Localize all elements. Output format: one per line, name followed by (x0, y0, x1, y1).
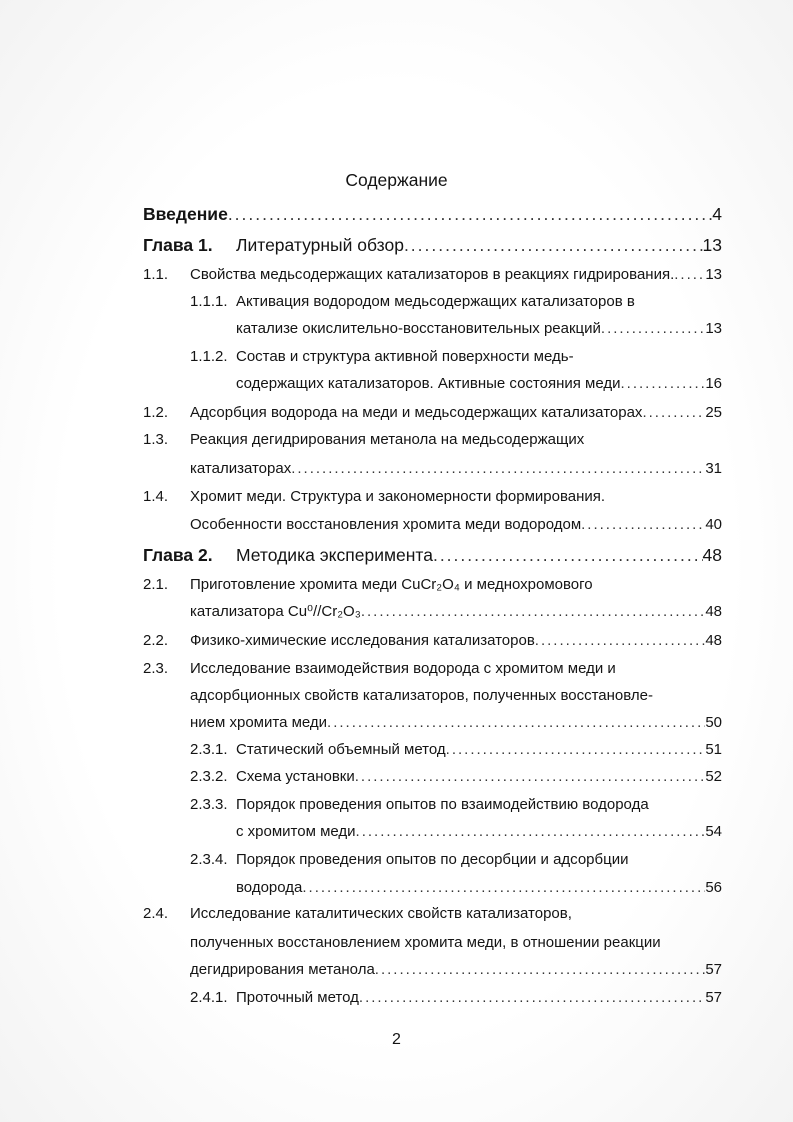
toc-line (190, 739, 722, 761)
entry-number: 2.2. (143, 632, 169, 649)
entry-page[interactable]: 4 (712, 204, 722, 224)
entry-number: 2.1. (143, 576, 169, 593)
dot-leader (621, 373, 706, 395)
toc-line (190, 601, 722, 623)
dot-leader (356, 821, 706, 843)
dot-leader (361, 601, 705, 623)
entry-title[interactable]: дегидрирования метанола (190, 961, 375, 978)
toc-line (236, 821, 722, 843)
entry-page[interactable]: 31 (705, 460, 722, 477)
entry-number: 2.3.4. (190, 851, 228, 868)
entry-title[interactable]: Методика эксперимента (236, 545, 433, 565)
dot-leader (674, 264, 705, 286)
page-number: 2 (392, 1031, 401, 1048)
dot-leader (581, 514, 705, 536)
entry-number: 1.1.1. (190, 293, 228, 310)
toc-line (143, 630, 722, 652)
toc-line (143, 574, 722, 596)
entry-title[interactable]: Реакция дегидрирования метанола на медьсодержащих (190, 431, 585, 448)
entry-title[interactable]: водорода (236, 879, 303, 896)
entry-page[interactable]: 25 (705, 404, 722, 421)
dot-leader (327, 712, 705, 734)
entry-title[interactable]: Статический объемный метод (236, 741, 446, 758)
entry-page[interactable]: 13 (705, 266, 722, 283)
toc-line (143, 234, 722, 256)
entry-page[interactable]: 16 (705, 375, 722, 392)
entry-title[interactable]: Свойства медьсодержащих катализаторов в реакциях гидрирования. (190, 266, 675, 283)
toc-line (143, 264, 722, 286)
toc-line (190, 346, 722, 368)
entry-title[interactable]: Литературный обзор (236, 235, 404, 255)
entry-title[interactable]: Активация водородом медьсодержащих катализаторов в (236, 293, 635, 310)
entry-page[interactable]: 40 (705, 516, 722, 533)
entry-number: 1.2. (143, 404, 169, 421)
entry-title[interactable]: Порядок проведения опытов по взаимодействию водорода (236, 796, 649, 813)
entry-number: 2.3.1. (190, 741, 228, 758)
entry-title[interactable]: нием хромита меди (190, 714, 328, 731)
toc-title: Содержание (345, 170, 448, 190)
entry-title[interactable]: полученных восстановлением хромита меди, в отношении реакции (190, 934, 661, 951)
entry-number: 2.3.2. (190, 768, 228, 785)
entry-number: 2.4.1. (190, 989, 228, 1006)
entry-title[interactable]: Приготовление хромита меди CuCr₂O₄ и меднохромового (190, 576, 593, 593)
dot-leader (359, 987, 705, 1009)
entry-page[interactable]: 54 (705, 823, 722, 840)
entry-number: 2.3. (143, 660, 169, 677)
entry-title[interactable]: Введение (143, 204, 228, 224)
toc-line (190, 849, 722, 871)
entry-page[interactable]: 50 (705, 714, 722, 731)
entry-title[interactable]: Проточный метод (236, 989, 359, 1006)
entry-title[interactable]: Исследование взаимодействия водорода с хромитом меди и (190, 660, 616, 677)
toc-line (190, 712, 722, 734)
entry-page[interactable]: 57 (705, 989, 722, 1006)
entry-title[interactable]: Исследование каталитических свойств катализаторов, (190, 905, 572, 922)
dot-leader (228, 203, 712, 225)
toc-line (190, 514, 722, 536)
entry-number: Глава 2. (143, 545, 213, 565)
dot-leader (375, 959, 706, 981)
toc-line (190, 685, 722, 707)
toc-line (190, 458, 722, 480)
entry-page[interactable]: 13 (705, 320, 722, 337)
entry-page[interactable]: 51 (705, 741, 722, 758)
entry-title[interactable]: Физико-химические исследования катализаторов (190, 632, 535, 649)
toc-line (143, 658, 722, 680)
entry-title[interactable]: Схема установки (236, 768, 355, 785)
toc-line (190, 766, 722, 788)
toc-line (236, 318, 722, 340)
entry-page[interactable]: 56 (705, 879, 722, 896)
toc-line (143, 203, 722, 225)
toc-line (190, 291, 722, 313)
dot-leader (642, 402, 705, 424)
toc-line (143, 486, 722, 508)
entry-title[interactable]: содержащих катализаторов. Активные состояния меди (236, 375, 621, 392)
entry-title[interactable]: катализатора Cu⁰//Cr₂O₃ (190, 603, 361, 620)
entry-page[interactable]: 13 (702, 235, 722, 255)
entry-page[interactable]: 48 (705, 603, 722, 620)
toc-line (236, 373, 722, 395)
entry-number: 1.1.2. (190, 348, 228, 365)
entry-title[interactable]: Адсорбция водорода на меди и медьсодержащих катализаторах (190, 404, 643, 421)
toc-line (236, 877, 722, 899)
entry-title[interactable]: Хромит меди. Структура и закономерности формирования. (190, 488, 606, 505)
dot-leader (291, 458, 705, 480)
entry-number: 1.3. (143, 431, 169, 448)
entry-title[interactable]: катализе окислительно-восстановительных реакций (236, 320, 601, 337)
entry-number: 1.1. (143, 266, 169, 283)
dot-leader (535, 630, 706, 652)
toc-line (143, 544, 722, 566)
entry-page[interactable]: 48 (705, 632, 722, 649)
dot-leader (601, 318, 705, 340)
toc-line (143, 903, 722, 925)
dot-leader (404, 234, 703, 256)
entry-title[interactable]: Порядок проведения опытов по десорбции и адсорбции (236, 851, 629, 868)
entry-number: Глава 1. (143, 235, 213, 255)
entry-title[interactable]: Особенности восстановления хромита меди водородом (190, 516, 582, 533)
dot-leader (446, 739, 706, 761)
entry-page[interactable]: 48 (702, 545, 722, 565)
entry-number: 2.4. (143, 905, 169, 922)
entry-title[interactable]: Состав и структура активной поверхности медь- (236, 348, 574, 365)
toc-line (190, 932, 722, 954)
toc-line (190, 794, 722, 816)
entry-title[interactable]: катализаторах (190, 460, 292, 477)
dot-leader (355, 766, 706, 788)
entry-number: 2.3.3. (190, 796, 228, 813)
dot-leader (302, 877, 705, 899)
entry-title[interactable]: с хромитом меди (236, 823, 356, 840)
dot-leader (433, 544, 703, 566)
toc-line (190, 987, 722, 1009)
entry-title[interactable]: адсорбционных свойств катализаторов, полученных восстановле- (190, 687, 653, 704)
entry-page[interactable]: 52 (705, 768, 722, 785)
entry-page[interactable]: 57 (705, 961, 722, 978)
toc-line (143, 429, 722, 451)
toc-line (143, 402, 722, 424)
entry-number: 1.4. (143, 488, 169, 505)
toc-line (190, 959, 722, 981)
